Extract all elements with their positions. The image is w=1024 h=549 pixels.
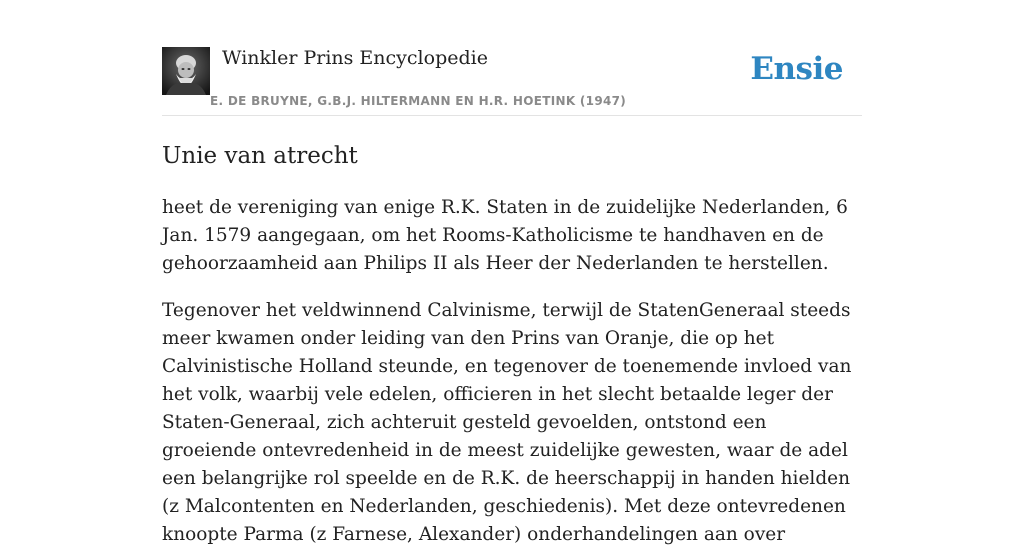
author-avatar[interactable] <box>162 47 210 95</box>
source-header <box>162 0 862 116</box>
source-authors: E. DE BRUYNE, G.B.J. HILTERMANN EN H.R. HOETINK (1947) <box>210 94 627 108</box>
content-container <box>162 0 862 549</box>
ensie-logo[interactable]: Ensie <box>750 51 843 87</box>
article-paragraph: Tegenover het veldwinnend Calvinisme, terwijl de StatenGeneraal steeds meer kwamen onder leiding van den Prins van Oranje, die op het Calvinistische Holland steunde, en tegenover de toenemende invloed van het volk, waarbij vele edelen, officieren in het slecht betaalde leger der Staten-Generaal, zich achteruit gesteld gevoelden, ontstond een groeiende ontevredenheid in de meest zuidelijke gewesten, waar de adel een belangrijke rol speelde en de R.K. de heerschappij in handen hielden (z Malcontenten en Nederlanden, geschiedenis). Met deze ontevredenen knoopte Parma (z Farnese, Alexander) onderhandelingen aan over <box>162 300 852 545</box>
article-title: Unie van atrecht <box>162 143 358 169</box>
article-paragraph: heet de vereniging van enige R.K. Staten in de zuidelijke Nederlanden, 6 Jan. 1579 aangegaan, om het Rooms-Katholicisme te handhaven en de gehoorzaamheid aan Philips II als Heer der Nederlanden te herstellen. <box>162 197 848 274</box>
source-title[interactable]: Winkler Prins Encyclopedie <box>222 47 488 69</box>
bearded-man-portrait-icon <box>162 47 210 95</box>
